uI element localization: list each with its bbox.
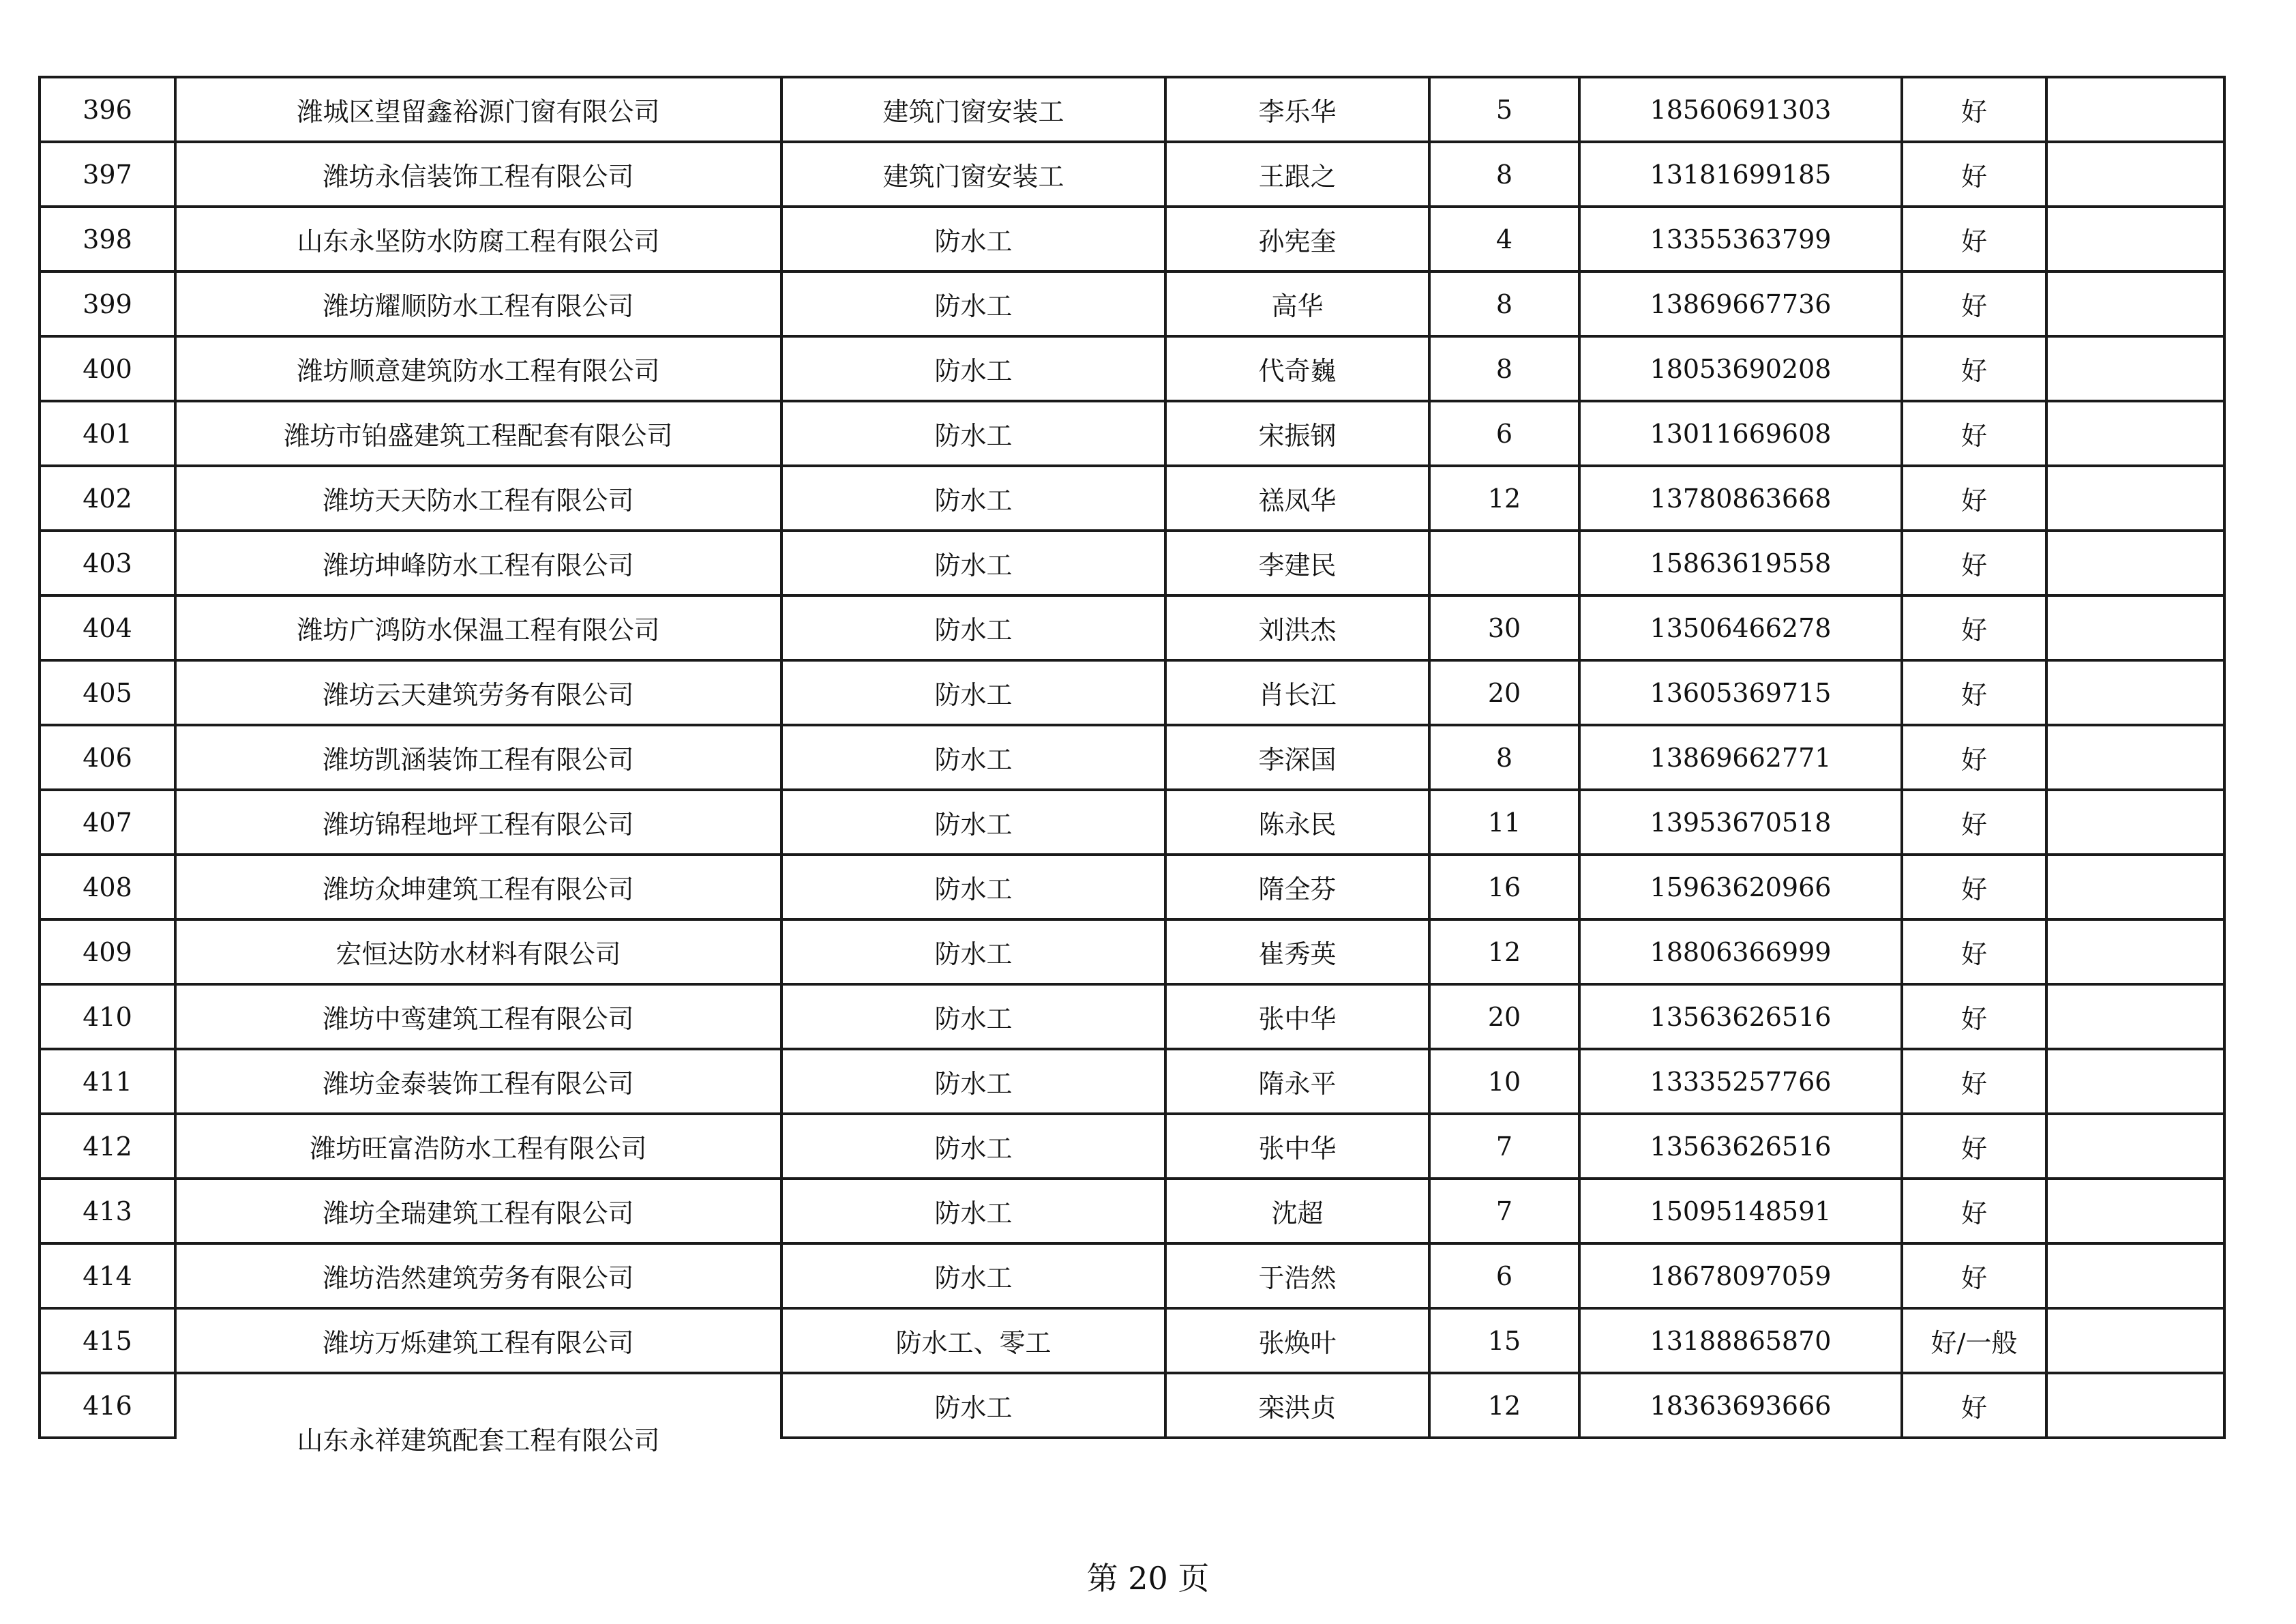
- trade-cell: 防水工: [781, 919, 1165, 984]
- evaluation-cell: 好: [1902, 984, 2046, 1049]
- contact-name-cell: 刘洪杰: [1165, 595, 1429, 660]
- row-number-cell: 404: [40, 595, 175, 660]
- phone-cell: 18363693666: [1579, 1373, 1902, 1438]
- phone-cell: 18806366999: [1579, 919, 1902, 984]
- row-number-cell: 400: [40, 336, 175, 401]
- contact-name-cell: 宋振钢: [1165, 401, 1429, 466]
- row-number-cell: 407: [40, 790, 175, 855]
- company-name-cell: 潍坊耀顺防水工程有限公司: [175, 271, 781, 336]
- note-cell: [2046, 1179, 2224, 1243]
- phone-cell: 13355363799: [1579, 207, 1902, 271]
- phone-cell: 13869667736: [1579, 271, 1902, 336]
- table-row: [40, 790, 2224, 855]
- note-cell: [2046, 77, 2224, 142]
- contact-name-cell: 肖长江: [1165, 660, 1429, 725]
- evaluation-cell: 好: [1902, 595, 2046, 660]
- trade-cell: 防水工、零工: [781, 1308, 1165, 1373]
- worker-count-cell: 6: [1429, 401, 1579, 466]
- contact-name-cell: 孙宪奎: [1165, 207, 1429, 271]
- phone-cell: 13563626516: [1579, 1114, 1902, 1179]
- worker-count-cell: 15: [1429, 1308, 1579, 1373]
- phone-cell: 13780863668: [1579, 466, 1902, 531]
- trade-cell: 防水工: [781, 207, 1165, 271]
- contact-name-cell: 隋全芬: [1165, 855, 1429, 919]
- row-number-cell: 411: [40, 1049, 175, 1114]
- contact-name-cell: 高华: [1165, 271, 1429, 336]
- worker-count-cell: 8: [1429, 271, 1579, 336]
- company-name-cell: 潍坊坤峰防水工程有限公司: [175, 531, 781, 595]
- evaluation-cell: 好: [1902, 77, 2046, 142]
- page-footer: 第 20 页: [1086, 1560, 1210, 1597]
- trade-cell: 防水工: [781, 1373, 1165, 1438]
- note-cell: [2046, 531, 2224, 595]
- evaluation-cell: 好: [1902, 660, 2046, 725]
- contact-name-cell: 禚凤华: [1165, 466, 1429, 531]
- table-row: [40, 660, 2224, 725]
- evaluation-cell: 好: [1902, 466, 2046, 531]
- evaluation-cell: 好: [1902, 1049, 2046, 1114]
- phone-cell: 13869662771: [1579, 725, 1902, 790]
- worker-count-cell: 8: [1429, 142, 1579, 207]
- worker-count-cell: 4: [1429, 207, 1579, 271]
- worker-count-cell: 20: [1429, 984, 1579, 1049]
- table-row: [40, 531, 2224, 595]
- company-name-cell: 潍坊旺富浩防水工程有限公司: [175, 1114, 781, 1179]
- table-row: [40, 1308, 2224, 1373]
- evaluation-cell: 好: [1902, 401, 2046, 466]
- row-number-cell: 399: [40, 271, 175, 336]
- table-row: [40, 984, 2224, 1049]
- company-name-cell: 潍坊锦程地坪工程有限公司: [175, 790, 781, 855]
- table-row: [40, 1114, 2224, 1179]
- worker-count-cell: 6: [1429, 1243, 1579, 1308]
- row-number-cell: 414: [40, 1243, 175, 1308]
- contact-name-cell: 于浩然: [1165, 1243, 1429, 1308]
- trade-cell: 防水工: [781, 984, 1165, 1049]
- phone-cell: 13953670518: [1579, 790, 1902, 855]
- table-row: [40, 207, 2224, 271]
- trade-cell: 防水工: [781, 1049, 1165, 1114]
- worker-count-cell: 5: [1429, 77, 1579, 142]
- phone-cell: 18678097059: [1579, 1243, 1902, 1308]
- worker-count-cell: 11: [1429, 790, 1579, 855]
- trade-cell: 防水工: [781, 790, 1165, 855]
- company-name-cell: 潍坊云天建筑劳务有限公司: [175, 660, 781, 725]
- table-row: [40, 1049, 2224, 1114]
- contact-name-cell: 沈超: [1165, 1179, 1429, 1243]
- trade-cell: 建筑门窗安装工: [781, 142, 1165, 207]
- row-number-cell: 416: [40, 1373, 175, 1438]
- worker-count-cell: 30: [1429, 595, 1579, 660]
- worker-count-cell: 12: [1429, 466, 1579, 531]
- company-name-cell: 潍坊众坤建筑工程有限公司: [175, 855, 781, 919]
- phone-cell: 15963620966: [1579, 855, 1902, 919]
- contact-name-cell: 张焕叶: [1165, 1308, 1429, 1373]
- evaluation-cell: 好: [1902, 919, 2046, 984]
- phone-cell: 13506466278: [1579, 595, 1902, 660]
- data-table: [38, 76, 2226, 1456]
- trade-cell: 防水工: [781, 595, 1165, 660]
- row-number-cell: 401: [40, 401, 175, 466]
- row-number-cell: 408: [40, 855, 175, 919]
- table-row: [40, 77, 2224, 142]
- company-name-cell: 宏恒达防水材料有限公司: [175, 919, 781, 984]
- worker-count-cell: [1429, 531, 1579, 595]
- trade-cell: 防水工: [781, 1114, 1165, 1179]
- company-name-cell: 潍坊市铂盛建筑工程配套有限公司: [175, 401, 781, 466]
- contact-name-cell: 崔秀英: [1165, 919, 1429, 984]
- row-number-cell: 398: [40, 207, 175, 271]
- trade-cell: 防水工: [781, 725, 1165, 790]
- row-number-cell: 405: [40, 660, 175, 725]
- contact-name-cell: 李乐华: [1165, 77, 1429, 142]
- evaluation-cell: 好: [1902, 531, 2046, 595]
- worker-count-cell: 12: [1429, 919, 1579, 984]
- contact-name-cell: 李建民: [1165, 531, 1429, 595]
- company-name-text: 山东永祥建筑配套工程有限公司: [297, 1426, 660, 1456]
- note-cell: [2046, 336, 2224, 401]
- evaluation-cell: 好: [1902, 207, 2046, 271]
- table-body: [40, 77, 2224, 1456]
- worker-count-cell: 7: [1429, 1114, 1579, 1179]
- note-cell: [2046, 855, 2224, 919]
- table-row: [40, 919, 2224, 984]
- worker-count-cell: 12: [1429, 1373, 1579, 1438]
- company-name-cell: 潍坊中鸾建筑工程有限公司: [175, 984, 781, 1049]
- worker-count-cell: 7: [1429, 1179, 1579, 1243]
- evaluation-cell: 好: [1902, 790, 2046, 855]
- note-cell: [2046, 919, 2224, 984]
- row-number-cell: 396: [40, 77, 175, 142]
- note-cell: [2046, 984, 2224, 1049]
- evaluation-cell: 好: [1902, 855, 2046, 919]
- contact-name-cell: 栾洪贞: [1165, 1373, 1429, 1438]
- trade-cell: 防水工: [781, 271, 1165, 336]
- row-number-cell: 406: [40, 725, 175, 790]
- trade-cell: 防水工: [781, 531, 1165, 595]
- trade-cell: 防水工: [781, 466, 1165, 531]
- worker-count-cell: 10: [1429, 1049, 1579, 1114]
- evaluation-cell: 好: [1902, 1179, 2046, 1243]
- row-number-cell: 413: [40, 1179, 175, 1243]
- evaluation-cell: 好: [1902, 1114, 2046, 1179]
- table-row: [40, 1373, 2224, 1438]
- worker-count-cell: 8: [1429, 725, 1579, 790]
- phone-cell: 18053690208: [1579, 336, 1902, 401]
- row-number-cell: 415: [40, 1308, 175, 1373]
- company-name-cell: 潍坊广鸿防水保温工程有限公司: [175, 595, 781, 660]
- evaluation-cell: 好: [1902, 725, 2046, 790]
- trade-cell: 防水工: [781, 855, 1165, 919]
- table-row: [40, 595, 2224, 660]
- row-number-cell: 397: [40, 142, 175, 207]
- table-row: [40, 142, 2224, 207]
- note-cell: [2046, 1308, 2224, 1373]
- company-name-cell: 潍坊顺意建筑防水工程有限公司: [175, 336, 781, 401]
- table-row: [40, 336, 2224, 401]
- company-name-cell: 潍坊金泰装饰工程有限公司: [175, 1049, 781, 1114]
- contact-name-cell: 代奇巍: [1165, 336, 1429, 401]
- table-row: [40, 1179, 2224, 1243]
- table-row: [40, 401, 2224, 466]
- company-name-cell: 山东永坚防水防腐工程有限公司: [175, 207, 781, 271]
- note-cell: [2046, 595, 2224, 660]
- phone-cell: 13188865870: [1579, 1308, 1902, 1373]
- phone-cell: 15863619558: [1579, 531, 1902, 595]
- phone-cell: 13011669608: [1579, 401, 1902, 466]
- row-number-cell: 403: [40, 531, 175, 595]
- table-row: [40, 271, 2224, 336]
- note-cell: [2046, 1373, 2224, 1438]
- phone-cell: 18560691303: [1579, 77, 1902, 142]
- note-cell: [2046, 1243, 2224, 1308]
- phone-cell: 15095148591: [1579, 1179, 1902, 1243]
- note-cell: [2046, 660, 2224, 725]
- note-cell: [2046, 271, 2224, 336]
- phone-cell: 13181699185: [1579, 142, 1902, 207]
- row-number-cell: 410: [40, 984, 175, 1049]
- contact-name-cell: 王跟之: [1165, 142, 1429, 207]
- evaluation-cell: 好: [1902, 142, 2046, 207]
- company-name-cell: 潍坊全瑞建筑工程有限公司: [175, 1179, 781, 1243]
- evaluation-cell: 好: [1902, 336, 2046, 401]
- table-row: [40, 725, 2224, 790]
- worker-count-cell: 20: [1429, 660, 1579, 725]
- phone-cell: 13605369715: [1579, 660, 1902, 725]
- worker-count-cell: 8: [1429, 336, 1579, 401]
- table-row: [40, 855, 2224, 919]
- table-row: [40, 466, 2224, 531]
- company-name-cell: 潍坊凯涵装饰工程有限公司: [175, 725, 781, 790]
- contact-name-cell: 隋永平: [1165, 1049, 1429, 1114]
- trade-cell: 防水工: [781, 1243, 1165, 1308]
- trade-cell: 防水工: [781, 401, 1165, 466]
- trade-cell: 建筑门窗安装工: [781, 77, 1165, 142]
- row-number-cell: 409: [40, 919, 175, 984]
- note-cell: [2046, 401, 2224, 466]
- row-number-cell: 412: [40, 1114, 175, 1179]
- note-cell: [2046, 1114, 2224, 1179]
- evaluation-cell: 好: [1902, 271, 2046, 336]
- table-row: [40, 1243, 2224, 1308]
- note-cell: [2046, 790, 2224, 855]
- worker-count-cell: 16: [1429, 855, 1579, 919]
- note-cell: [2046, 142, 2224, 207]
- company-name-cell: 潍坊永信装饰工程有限公司: [175, 142, 781, 207]
- phone-cell: 13563626516: [1579, 984, 1902, 1049]
- contact-name-cell: 陈永民: [1165, 790, 1429, 855]
- evaluation-cell: 好: [1902, 1243, 2046, 1308]
- trade-cell: 防水工: [781, 660, 1165, 725]
- contact-name-cell: 张中华: [1165, 1114, 1429, 1179]
- company-name-cell: 潍坊浩然建筑劳务有限公司: [175, 1243, 781, 1308]
- contact-name-cell: 李深国: [1165, 725, 1429, 790]
- note-cell: [2046, 1049, 2224, 1114]
- phone-cell: 13335257766: [1579, 1049, 1902, 1114]
- note-cell: [2046, 466, 2224, 531]
- note-cell: [2046, 725, 2224, 790]
- company-name-cell: 潍坊天天防水工程有限公司: [175, 466, 781, 531]
- company-name-cell: [175, 1373, 781, 1456]
- evaluation-cell: 好/一般: [1902, 1308, 2046, 1373]
- note-cell: [2046, 207, 2224, 271]
- trade-cell: 防水工: [781, 336, 1165, 401]
- trade-cell: 防水工: [781, 1179, 1165, 1243]
- company-name-cell: 潍城区望留鑫裕源门窗有限公司: [175, 77, 781, 142]
- contact-name-cell: 张中华: [1165, 984, 1429, 1049]
- row-number-cell: 402: [40, 466, 175, 531]
- evaluation-cell: 好: [1902, 1373, 2046, 1438]
- company-name-cell: 潍坊万烁建筑工程有限公司: [175, 1308, 781, 1373]
